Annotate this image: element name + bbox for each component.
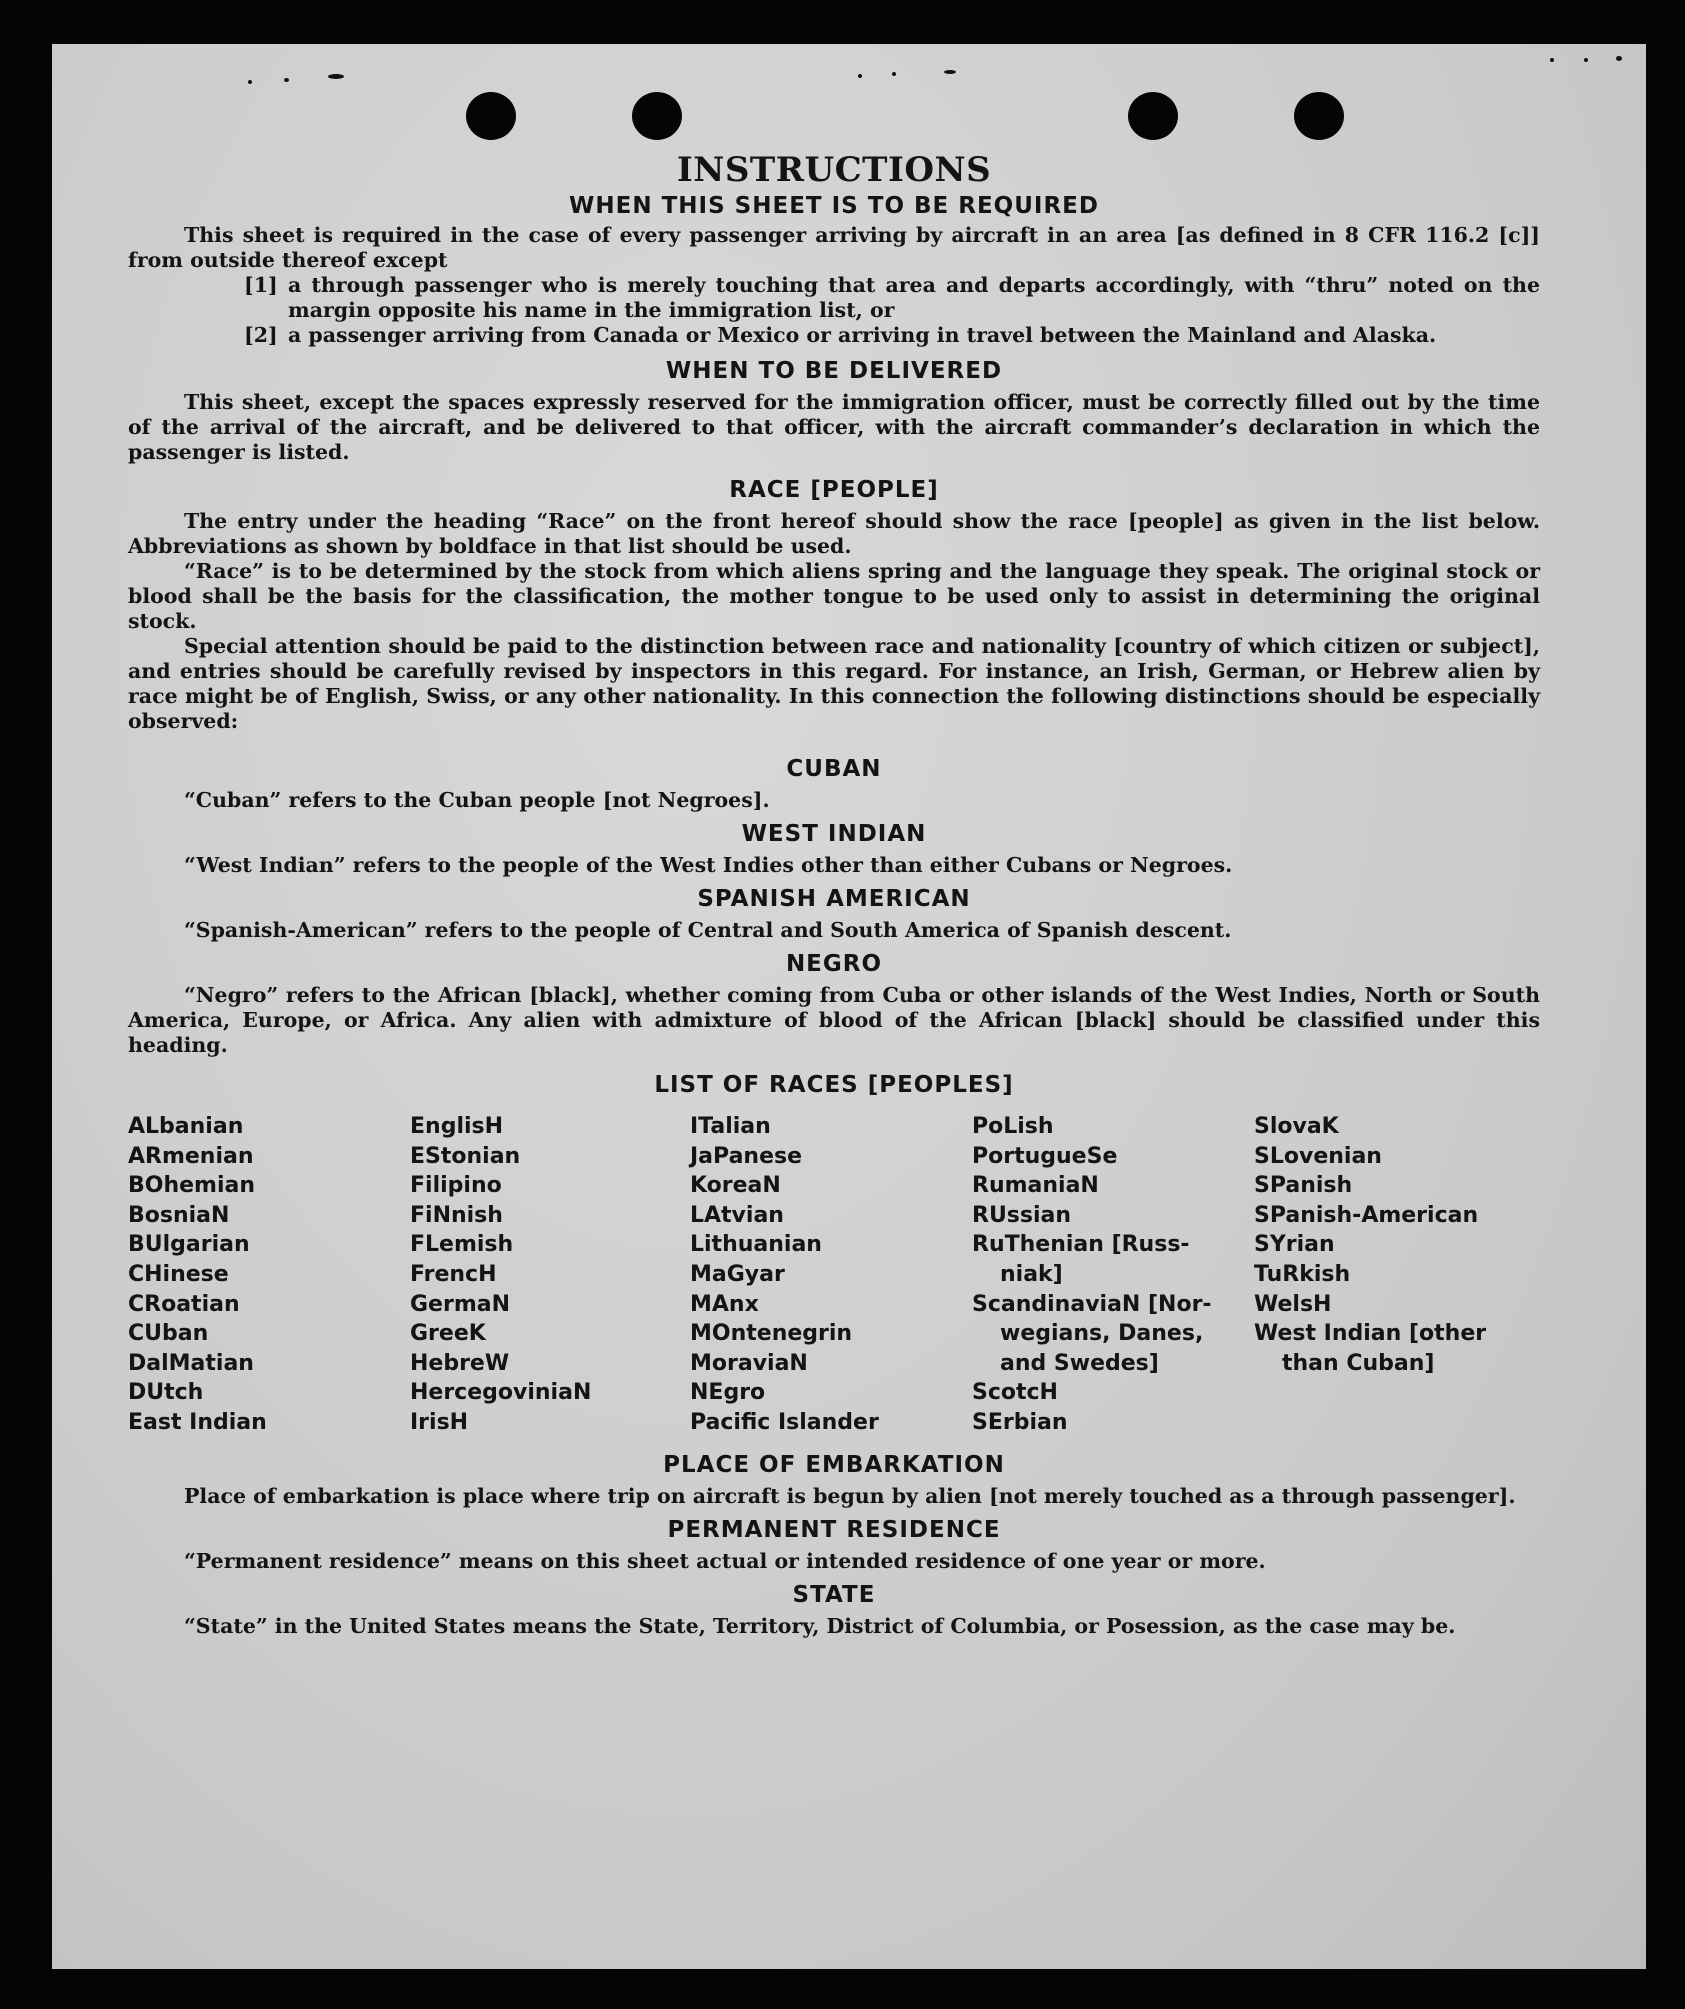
race-item: SLovenian [1254,1143,1382,1169]
race-item: EnglisH [410,1114,504,1139]
race-item: RumaniaN [972,1173,1099,1199]
punch-hole [632,92,682,140]
race-item: RuThenian [Russ- [972,1232,1190,1258]
race-paragraph-3: Special attention should be paid to the distinction between race and nationality [country of which citizen or subject], and entries should be carefully revised by inspectors in this regard. For instance, an Irish, German, or Hebrew alien by race might be of English, Swiss, or any other nationality. In this connection the following distinctions should be especially observed: [128,634,1540,733]
race-item: FiNnish [410,1202,503,1228]
speck [284,78,289,82]
heading-spanish-american: SPANISH AMERICAN [697,886,971,912]
punch-hole [1294,92,1344,140]
race-item: SPanish [1254,1173,1353,1199]
heading-west-indian: WEST INDIAN [741,821,927,847]
instructions-content [128,150,1540,1639]
race-item: MOntenegrin [690,1321,853,1347]
race-item: HercegoviniaN [410,1380,592,1406]
race-item: GreeK [410,1321,486,1347]
race-item: than Cuban] [1282,1350,1435,1376]
race-item: SPanish-American [1254,1202,1479,1228]
heading-required: WHEN THIS SHEET IS TO BE REQUIRED [569,193,1099,219]
required-intro: This sheet is required in the case of every passenger arriving by aircraft in an area [as defined in 8 CFR 116.2 [c]] from outside thereof except [128,223,1540,272]
races-list [128,1112,1540,1438]
race-item: and Swedes] [1000,1350,1159,1376]
race-item: East Indian [128,1409,267,1435]
heading-embarkation: PLACE OF EMBARKATION [663,1451,1005,1478]
race-item: PortugueSe [972,1143,1118,1169]
speck [1550,58,1554,62]
race-item: GermaN [410,1291,511,1317]
heading-state: STATE [792,1581,876,1608]
race-item: CHinese [128,1261,229,1287]
heading-permanent-residence: PERMANENT RESIDENCE [667,1516,1001,1543]
races-column-3 [690,1112,972,1438]
speck [1616,56,1622,61]
race-item: ARmenian [128,1143,254,1169]
race-item: wegians, Danes, [1000,1321,1204,1347]
race-item: WelsH [1254,1291,1332,1317]
race-item: MoraviaN [690,1350,808,1376]
embarkation-text: Place of embarkation is place where trip on aircraft is begun by alien [not merely touched as a through passenger]. [184,1483,1516,1508]
race-item: Filipino [410,1173,502,1199]
race-item: ScandinaviaN [Nor- [972,1291,1212,1317]
speck [248,80,252,84]
west-indian-text: “West Indian” refers to the people of the West Indies other than either Cubans or Negroes. [184,853,1233,877]
race-item: CRoatian [128,1291,240,1317]
race-item: BOhemian [128,1173,256,1199]
item-text: a passenger arriving from Canada or Mexico or arriving in travel between the Mainland and Alaska. [288,323,1437,347]
race-item: Lithuanian [690,1232,822,1258]
race-item: FLemish [410,1232,514,1258]
state-text: “State” in the United States means the State, Territory, District of Columbia, or Posession, as the case may be. [184,1613,1456,1638]
race-item: niak] [1000,1261,1063,1287]
item-number: [2] [244,323,278,347]
heading-cuban: CUBAN [786,756,882,782]
spanish-american-text: “Spanish-American” refers to the people of Central and South America of Spanish descent. [184,918,1232,942]
punch-hole [466,92,516,140]
speck [858,74,862,78]
speck [328,74,344,79]
delivered-text: This sheet, except the spaces expressly reserved for the immigration officer, must be correctly filled out by the time of the arrival of the aircraft, and be delivered to that officer, with the aircraft commander’s declaration in which the passenger is listed. [128,390,1540,464]
race-item: EStonian [410,1143,521,1169]
heading-negro: NEGRO [785,951,883,977]
races-column-5 [1254,1112,1540,1438]
heading-list-of-races: LIST OF RACES [PEOPLES] [654,1072,1014,1098]
race-paragraph-2: “Race” is to be determined by the stock from which aliens spring and the language they speak. The original stock or blood shall be the basis for the classification, the mother tongue to be used only to assist in determining the original stock. [128,559,1540,633]
race-item: JaPanese [690,1143,803,1169]
races-column-4 [972,1112,1254,1438]
punch-hole [1128,92,1178,140]
race-item: ALbanian [128,1114,244,1139]
race-item: KoreaN [690,1173,781,1199]
race-item: Pacific Islander [690,1409,879,1435]
race-item: ITalian [690,1114,771,1139]
race-item: LAtvian [690,1202,784,1228]
race-item: SYrian [1254,1232,1335,1258]
speck [892,72,896,76]
race-item: PoLish [972,1114,1054,1139]
speck [944,70,956,74]
cuban-text: “Cuban” refers to the Cuban people [not Negroes]. [184,788,770,812]
race-item: SlovaK [1254,1114,1339,1139]
residence-text: “Permanent residence” means on this sheet actual or intended residence of one year or more. [184,1548,1266,1573]
race-item: MaGyar [690,1261,785,1287]
race-item: BUlgarian [128,1232,250,1258]
race-item: MAnx [690,1291,759,1317]
race-item: ScotcH [972,1380,1058,1406]
race-item: West Indian [other [1254,1321,1487,1347]
document-sheet [52,44,1646,1969]
item-number: [1] [244,273,278,297]
list-item [244,323,1540,348]
list-item [244,273,1540,323]
heading-race: RACE [PEOPLE] [729,477,939,503]
race-item: NEgro [690,1380,766,1406]
race-item: RUssian [972,1202,1072,1228]
speck [1584,58,1588,62]
race-item: DalMatian [128,1350,254,1376]
race-item: HebreW [410,1350,510,1376]
race-item: BosniaN [128,1202,230,1228]
heading-delivered: WHEN TO BE DELIVERED [665,358,1003,384]
race-paragraph-1: The entry under the heading “Race” on the front hereof should show the race [people] as given in the list below. Abbreviations as shown by boldface in that list should be used. [128,509,1540,558]
negro-text: “Negro” refers to the African [black], whether coming from Cuba or other islands of the West Indies, North or South America, Europe, or Africa. Any alien with admixture of blood of the African [black] should be classified under this heading. [128,983,1540,1057]
races-column-1 [128,1112,410,1438]
item-text: a through passenger who is merely touching that area and departs accordingly, with “thru” noted on the margin opposite his name in the immigration list, or [288,273,1540,322]
races-column-2 [410,1112,690,1438]
race-item: CUban [128,1321,209,1347]
page-title: INSTRUCTIONS [676,150,992,190]
race-item: FrencH [410,1261,497,1287]
race-item: TuRkish [1254,1261,1351,1287]
race-item: SErbian [972,1409,1068,1435]
race-item: DUtch [128,1380,204,1406]
race-item: IrisH [410,1409,469,1435]
